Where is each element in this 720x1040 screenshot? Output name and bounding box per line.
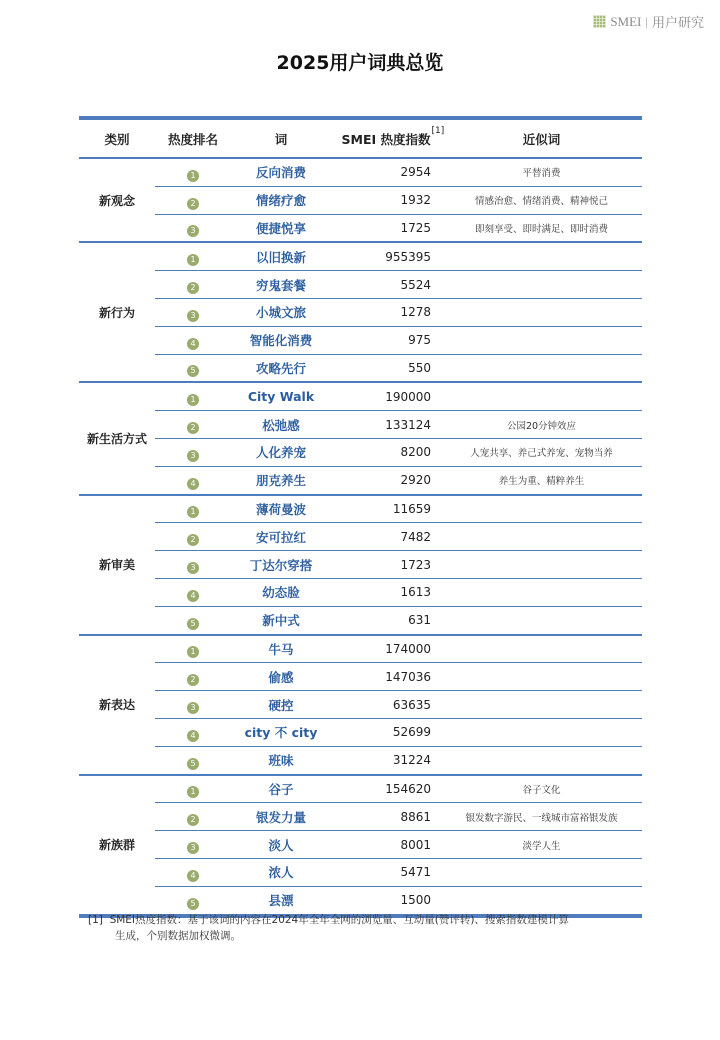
page-title: 2025用户词典总览 <box>276 52 444 74</box>
rank-cell <box>155 275 231 294</box>
index-cell: 8001 <box>400 837 431 852</box>
rank-cell <box>155 751 231 770</box>
index-cell: 31224 <box>392 753 431 768</box>
synonyms-cell: 公园20分钟效应 <box>506 420 577 432</box>
glossary-table <box>79 116 642 918</box>
category-label: 新表达 <box>98 698 135 713</box>
table-row <box>155 355 642 382</box>
header-index-footnote-ref: [1] <box>431 125 445 136</box>
category-group <box>79 636 642 776</box>
table-row <box>155 299 642 327</box>
category-rows <box>155 383 642 493</box>
footnote <box>88 912 648 944</box>
table-row <box>155 187 642 215</box>
word-cell: 穷鬼套餐 <box>255 277 306 293</box>
index-cell: 2920 <box>400 473 431 488</box>
table-row <box>155 803 642 831</box>
footnote-text-1: SMEI热度指数：基于该词的内容在2024年全年全网的浏览量、互动量(赞评转)、搜索指数建模计算 <box>109 914 569 926</box>
word-cell: 薄荷曼波 <box>255 501 306 517</box>
rank-badge: 2 <box>187 674 199 686</box>
word-cell: 情绪疗愈 <box>255 193 306 209</box>
index-cell: 1725 <box>400 220 431 235</box>
table-row <box>155 579 642 607</box>
table-row <box>155 383 642 411</box>
index-cell: 631 <box>408 613 431 628</box>
word-cell: 小城文旅 <box>255 305 306 321</box>
rank-badge: 4 <box>187 338 199 350</box>
synonyms-cell: 淡学人生 <box>522 840 561 852</box>
brand-logo-icon <box>593 15 606 28</box>
word-cell: city 不 city <box>244 725 318 741</box>
rank-badge: 1 <box>187 786 199 798</box>
rank-badge: 1 <box>187 254 199 266</box>
rank-badge: 2 <box>187 422 199 434</box>
word-cell: 幼态脸 <box>262 585 300 601</box>
word-cell: 牛马 <box>268 641 294 657</box>
rank-badge: 4 <box>187 590 199 602</box>
table-body <box>79 159 642 914</box>
table-row <box>155 496 642 524</box>
table-row <box>155 467 642 494</box>
synonyms-cell: 谷子文化 <box>522 784 561 796</box>
table-row <box>155 243 642 271</box>
rank-cell <box>155 667 231 686</box>
rank-cell <box>155 387 231 406</box>
rank-badge: 1 <box>187 394 199 406</box>
category-label: 新生活方式 <box>86 431 147 446</box>
table-row <box>155 411 642 439</box>
index-cell: 174000 <box>385 641 431 656</box>
rank-cell <box>155 499 231 518</box>
index-cell: 154620 <box>385 781 431 796</box>
index-cell: 147036 <box>385 669 431 684</box>
index-cell: 2954 <box>400 165 431 180</box>
synonyms-cell: 养生为重、精粹养生 <box>498 476 585 488</box>
table-row <box>155 887 642 914</box>
index-cell: 5471 <box>400 865 431 880</box>
rank-badge: 2 <box>187 534 199 546</box>
table-row <box>155 663 642 691</box>
index-cell: 1278 <box>400 305 431 320</box>
rank-cell <box>155 555 231 574</box>
rank-badge: 2 <box>187 282 199 294</box>
rank-cell <box>155 695 231 714</box>
table-row <box>155 636 642 664</box>
index-cell: 8861 <box>400 809 431 824</box>
rank-badge: 5 <box>187 365 199 377</box>
rank-badge: 3 <box>187 450 199 462</box>
rank-badge: 5 <box>187 758 199 770</box>
word-cell: 智能化消费 <box>249 333 313 349</box>
word-cell: 攻略先行 <box>255 360 306 376</box>
table-row <box>155 831 642 859</box>
synonyms-cell: 即刻享受、即时满足、即时消费 <box>474 223 608 235</box>
brand-separator: | <box>645 13 648 29</box>
word-cell: 谷子 <box>268 781 294 797</box>
index-cell: 11659 <box>392 501 431 516</box>
index-cell: 1723 <box>400 557 431 572</box>
rank-badge: 3 <box>187 842 199 854</box>
rank-cell <box>155 471 231 490</box>
rank-cell <box>155 779 231 798</box>
rank-badge: 4 <box>187 478 199 490</box>
word-cell: 朋克养生 <box>255 473 306 489</box>
rank-cell <box>155 358 231 377</box>
category-label: 新族群 <box>98 838 135 853</box>
table-row <box>155 551 642 579</box>
category-label: 新行为 <box>98 305 135 320</box>
rank-badge: 5 <box>187 898 199 910</box>
footnote-text-2: 生成，个别数据加权微调。 <box>115 930 241 942</box>
footnote-line-1 <box>88 912 648 928</box>
category-group <box>79 776 642 914</box>
rank-cell <box>155 863 231 882</box>
table-header <box>79 120 642 159</box>
word-cell: 硬控 <box>268 697 294 713</box>
header-synonyms: 近似词 <box>522 131 561 147</box>
rank-badge: 5 <box>187 618 199 630</box>
word-cell: 以旧换新 <box>255 249 306 265</box>
category-label: 新审美 <box>98 558 135 573</box>
category-group <box>79 243 642 383</box>
index-cell: 975 <box>408 333 431 348</box>
category-label: 新观念 <box>98 193 135 208</box>
table-row <box>155 607 642 634</box>
synonyms-cell: 情感治愈、情绪消费、精神悦己 <box>474 196 608 208</box>
rank-badge: 1 <box>187 646 199 658</box>
header-category: 类别 <box>104 131 130 147</box>
table-row <box>155 691 642 719</box>
footnote-marker: [1] <box>88 914 103 926</box>
word-cell: 反向消费 <box>255 165 306 181</box>
category-rows <box>155 636 642 774</box>
rank-badge: 2 <box>187 814 199 826</box>
rank-badge: 3 <box>187 225 199 237</box>
brand-section: 用户研究 <box>651 15 704 30</box>
word-cell: 银发力量 <box>255 809 306 825</box>
word-cell: City Walk <box>247 389 315 405</box>
word-cell: 松弛感 <box>262 417 300 433</box>
index-cell: 63635 <box>392 697 431 712</box>
rank-cell <box>155 163 231 182</box>
rank-cell <box>155 639 231 658</box>
header-index <box>331 125 445 148</box>
index-cell: 5524 <box>400 277 431 292</box>
rank-badge: 4 <box>187 870 199 882</box>
table-row <box>155 159 642 187</box>
index-cell: 1500 <box>400 893 431 908</box>
index-cell: 1613 <box>400 585 431 600</box>
rank-badge: 3 <box>187 562 199 574</box>
header-word: 词 <box>274 131 288 147</box>
word-cell: 浓人 <box>268 865 294 881</box>
index-cell: 955395 <box>385 249 431 264</box>
rank-badge: 1 <box>187 170 199 182</box>
table-row <box>155 327 642 355</box>
word-cell: 便捷悦享 <box>255 220 306 236</box>
index-cell: 190000 <box>385 389 431 404</box>
category-rows <box>155 243 642 381</box>
category-group <box>79 383 642 495</box>
index-cell: 133124 <box>385 417 431 432</box>
category-rows <box>155 776 642 914</box>
rank-badge: 3 <box>187 310 199 322</box>
rank-badge: 1 <box>187 506 199 518</box>
word-cell: 偷感 <box>268 669 294 685</box>
word-cell: 安可拉红 <box>255 529 306 545</box>
rank-cell <box>155 218 231 237</box>
header-rank: 热度排名 <box>167 131 218 147</box>
table-row <box>155 523 642 551</box>
rank-cell <box>155 835 231 854</box>
synonyms-cell: 人宠共享、养己式养宠、宠物当养 <box>470 448 613 460</box>
table-row <box>155 439 642 467</box>
word-cell: 班味 <box>268 753 294 769</box>
category-group <box>79 496 642 636</box>
table-row <box>155 719 642 747</box>
header-index-label: SMEI 热度指数 <box>341 131 431 147</box>
synonyms-cell: 平替消费 <box>522 168 561 180</box>
brand-name: SMEI <box>610 13 642 29</box>
brand-header <box>593 12 704 31</box>
index-cell: 52699 <box>392 725 431 740</box>
synonyms-cell: 银发数字游民、一线城市富裕银发族 <box>465 812 618 824</box>
rank-cell <box>155 891 231 910</box>
rank-cell <box>155 415 231 434</box>
index-cell: 8200 <box>400 445 431 460</box>
rank-cell <box>155 331 231 350</box>
rank-cell <box>155 583 231 602</box>
rank-badge: 3 <box>187 702 199 714</box>
rank-cell <box>155 191 231 210</box>
rank-cell <box>155 527 231 546</box>
table-row <box>155 271 642 299</box>
rank-cell <box>155 807 231 826</box>
category-group <box>79 159 642 243</box>
word-cell: 丁达尔穿搭 <box>249 557 313 573</box>
word-cell: 县漂 <box>268 893 294 909</box>
table-row <box>155 215 642 242</box>
rank-badge: 4 <box>187 730 199 742</box>
rank-cell <box>155 303 231 322</box>
rank-cell <box>155 247 231 266</box>
index-cell: 1932 <box>400 193 431 208</box>
word-cell: 新中式 <box>262 613 300 629</box>
index-cell: 550 <box>408 360 431 375</box>
rank-cell <box>155 723 231 742</box>
table-row <box>155 776 642 804</box>
table-row <box>155 747 642 774</box>
word-cell: 人化养宠 <box>255 445 306 461</box>
rank-cell <box>155 611 231 630</box>
rank-cell <box>155 443 231 462</box>
category-rows <box>155 159 642 241</box>
index-cell: 7482 <box>400 529 431 544</box>
category-rows <box>155 496 642 634</box>
rank-badge: 2 <box>187 198 199 210</box>
word-cell: 淡人 <box>268 837 294 853</box>
table-row <box>155 859 642 887</box>
